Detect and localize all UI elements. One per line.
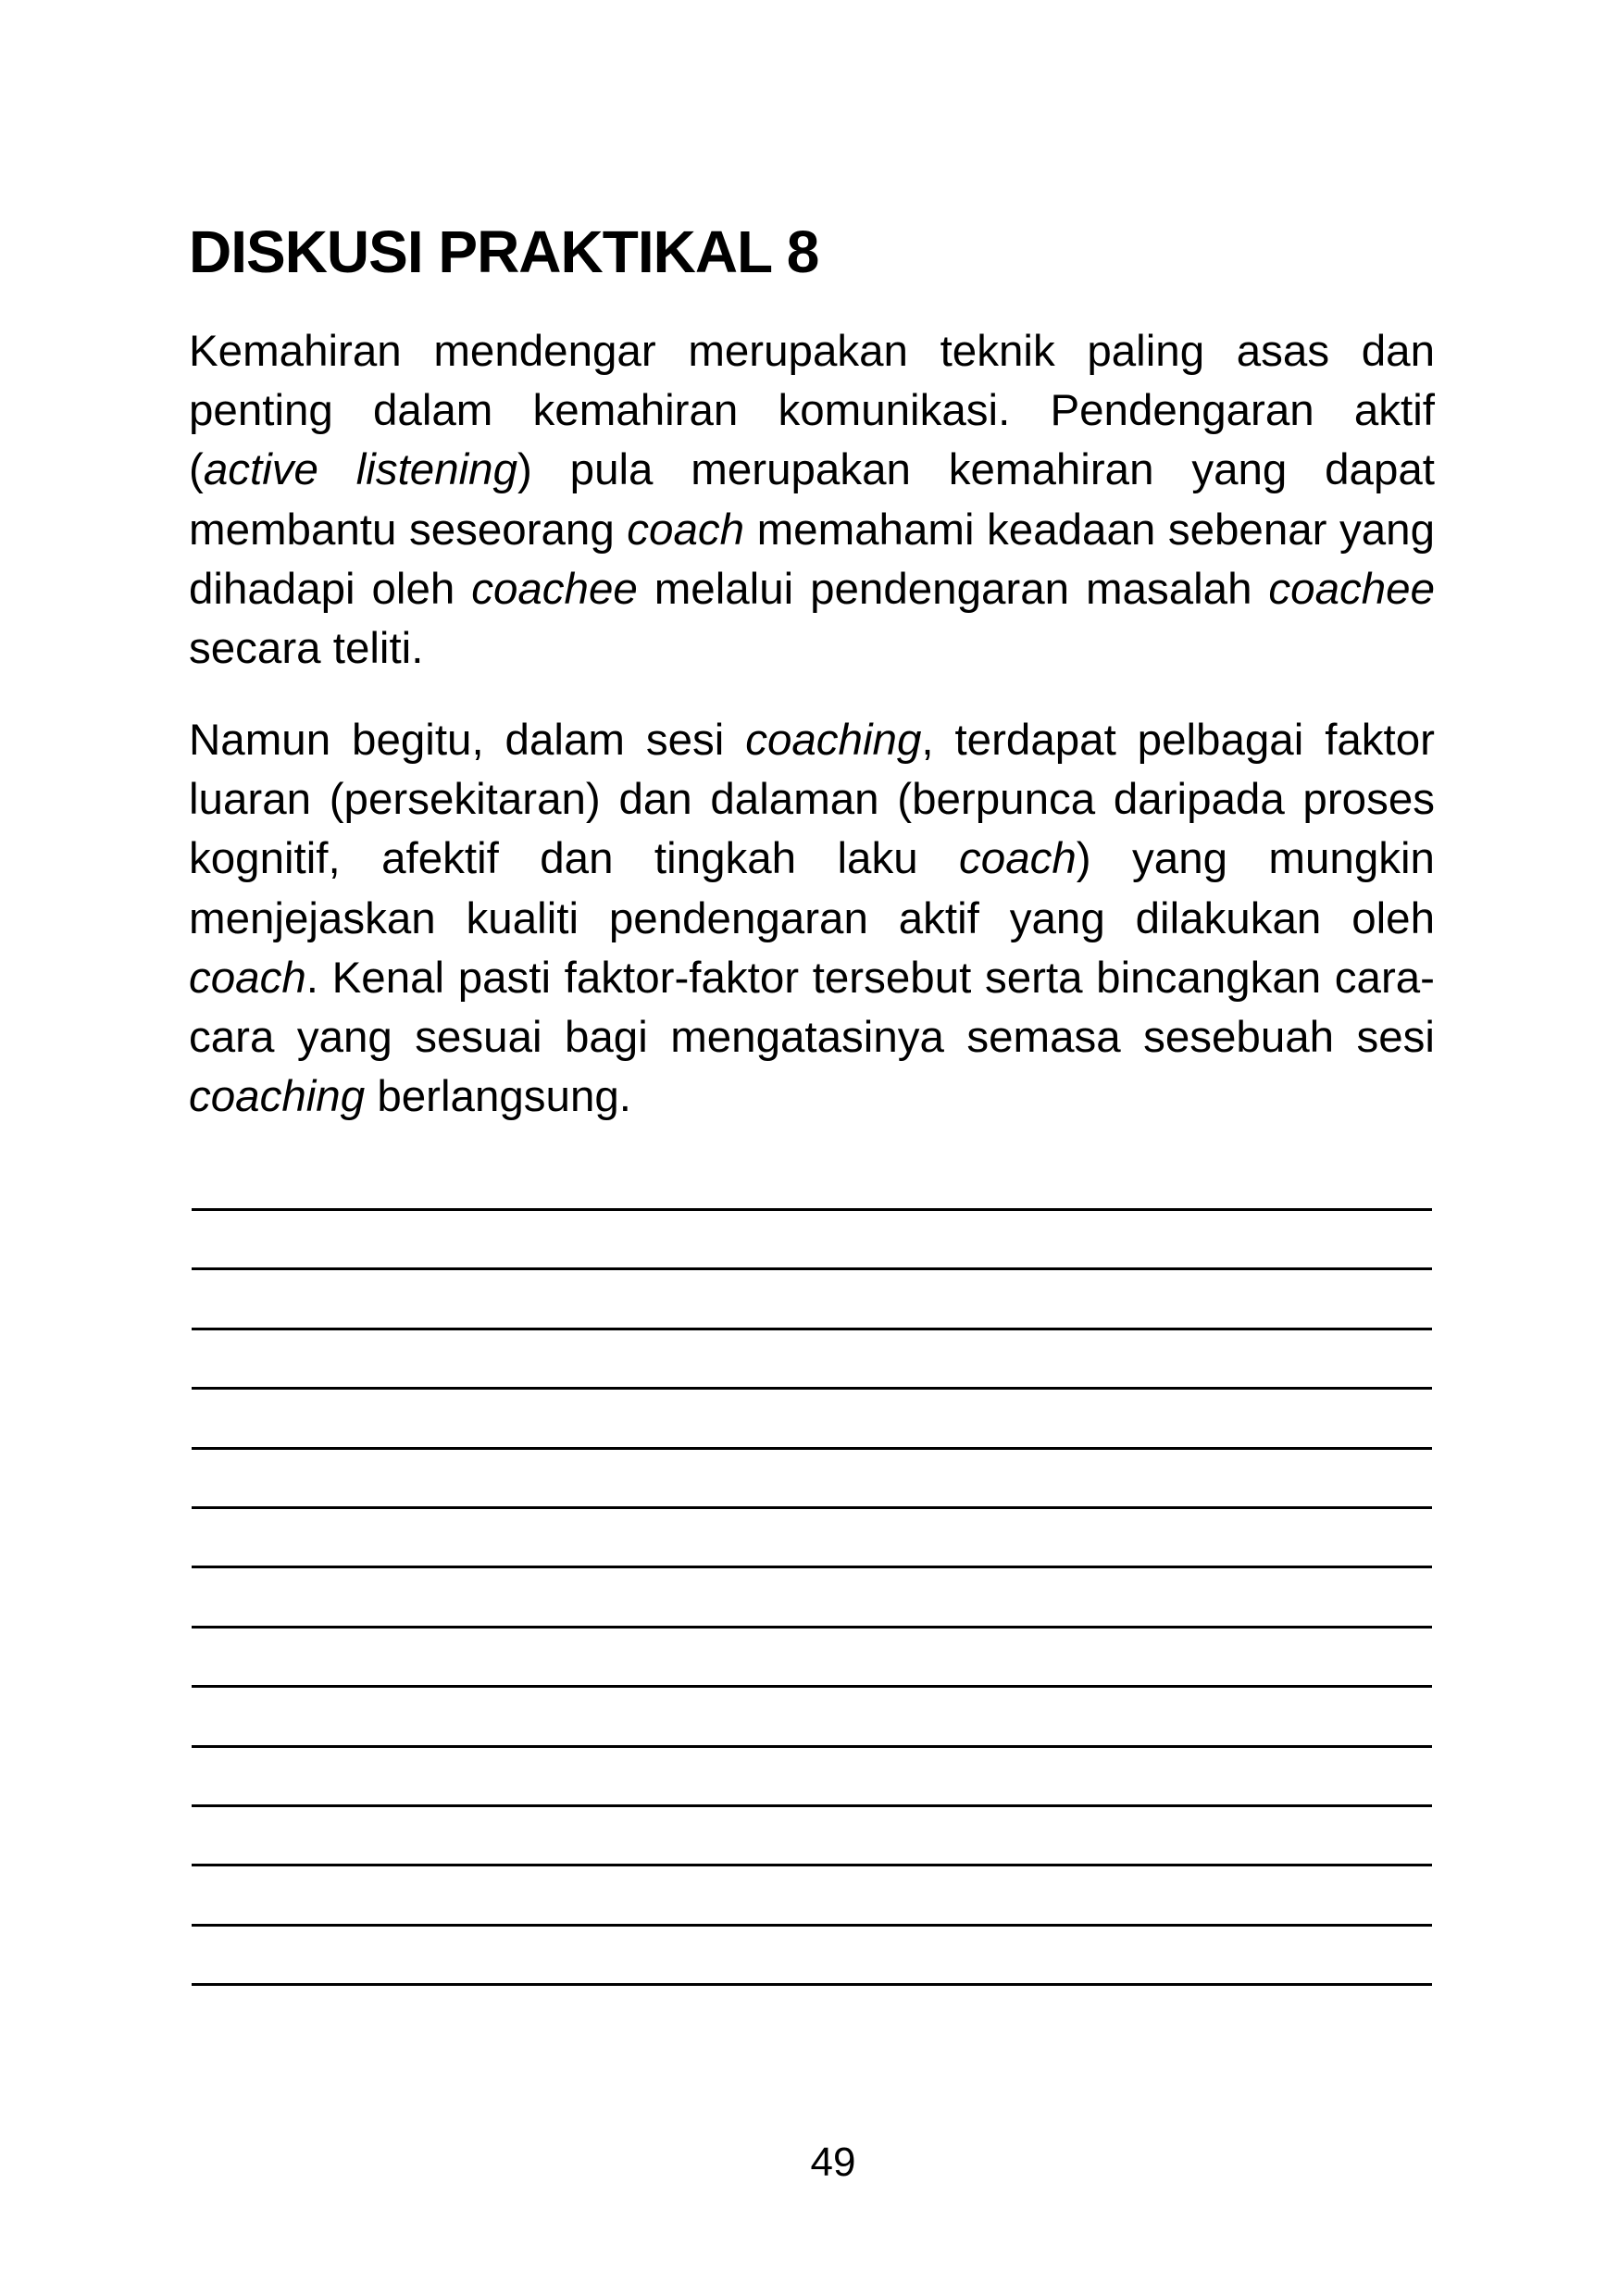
- italic-term: active listening: [203, 445, 518, 495]
- answer-line[interactable]: [192, 1745, 1432, 1804]
- text-run: Namun begitu, dalam sesi: [189, 716, 746, 765]
- text-run: memahami keadaan sebenar yang dihadapi oleh: [189, 505, 1435, 614]
- text-run: ) yang mungkin menjejaskan kualiti pendengaran aktif yang dilakukan oleh: [189, 834, 1435, 943]
- page-number: 49: [810, 2140, 856, 2185]
- answer-line[interactable]: [192, 1447, 1432, 1506]
- text-run: secara teliti.: [189, 624, 424, 674]
- text-run: melalui pendengaran masalah: [637, 564, 1269, 614]
- italic-term: coaching: [745, 716, 922, 765]
- answer-lines: [192, 1208, 1432, 2042]
- answer-line[interactable]: [192, 1387, 1432, 1446]
- italic-term: coach: [959, 834, 1077, 884]
- answer-line[interactable]: [192, 1566, 1432, 1625]
- italic-term: coaching: [189, 1072, 366, 1122]
- answer-line[interactable]: [192, 1626, 1432, 1685]
- page-title: DISKUSI PRAKTIKAL 8: [189, 218, 819, 285]
- answer-line[interactable]: [192, 1804, 1432, 1864]
- italic-term: coach: [627, 505, 745, 555]
- answer-line[interactable]: [192, 1267, 1432, 1327]
- italic-term: coach: [189, 953, 306, 1003]
- text-run: Kemahiran mendengar merupakan teknik paling asas dan penting dalam kemahiran komunikasi. Pendengaran aktif (: [189, 327, 1435, 495]
- text-run: . Kenal pasti faktor-faktor tersebut serta bincangkan cara-cara yang sesuai bagi mengatasinya semasa sesebuah sesi: [189, 953, 1435, 1063]
- answer-line[interactable]: [192, 1328, 1432, 1387]
- answer-line[interactable]: [192, 1685, 1432, 1744]
- text-run: ) pula merupakan kemahiran yang dapat membantu seseorang: [189, 445, 1436, 555]
- answer-line[interactable]: [192, 1208, 1432, 1267]
- instruction-paragraph: [189, 322, 1435, 679]
- answer-line[interactable]: [192, 1864, 1432, 1923]
- answer-line[interactable]: [192, 1924, 1432, 1983]
- answer-line[interactable]: [192, 1506, 1432, 1566]
- italic-term: coachee: [1268, 564, 1436, 614]
- italic-term: coachee: [471, 564, 638, 614]
- task-paragraph: [189, 711, 1435, 1127]
- text-run: , terdapat pelbagai faktor luaran (persekitaran) dan dalaman (berpunca daripada proses kognitif, afektif dan tingkah laku: [189, 716, 1435, 884]
- answer-line[interactable]: [192, 1983, 1432, 2042]
- text-run: berlangsung.: [365, 1072, 631, 1122]
